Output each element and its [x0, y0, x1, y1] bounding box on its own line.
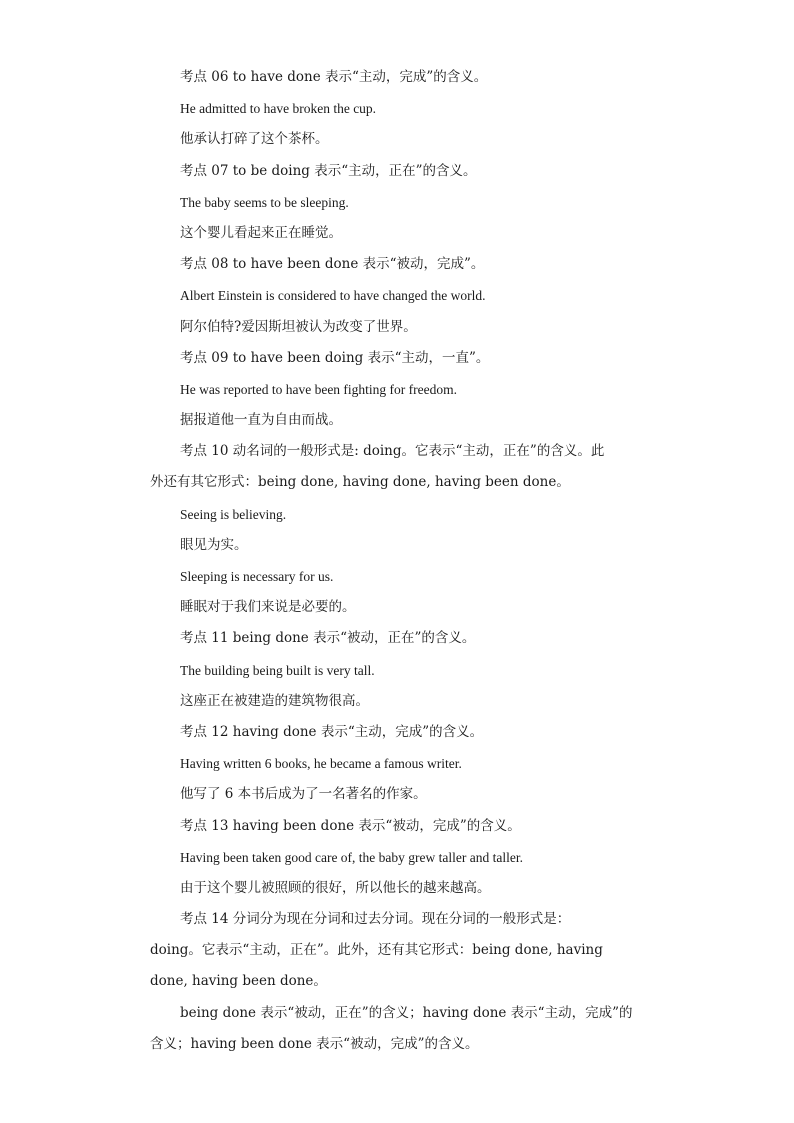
- kaodian-14-heading: 考点 14 分词分为现在分词和过去分词。现在分词的一般形式是：: [180, 911, 571, 928]
- example-sentence-en: The baby seems to be sleeping.: [180, 194, 349, 210]
- example-sentence-en: He was reported to have been fighting for freedom.: [180, 381, 458, 397]
- example-sentence-en: He admitted to have broken the cup.: [180, 101, 377, 117]
- kaodian-10-heading: 考点 10 动名词的一般形式是: doing。它表示“主动，正在”的含义。此: [180, 443, 605, 460]
- kaodian-14-continuation: done, having been done。: [150, 973, 327, 990]
- kaodian-11-heading: 考点 11 being done 表示“被动，正在”的含义。: [180, 630, 476, 647]
- example-sentence-en: Seeing is believing.: [180, 506, 287, 522]
- example-sentence-zh: 眼见为实。: [180, 536, 248, 553]
- example-sentence-zh: 阿尔伯特?爱因斯坦被认为改变了世界。: [180, 318, 417, 335]
- document-body: [150, 62, 645, 1060]
- example-sentence-zh: 据报道他一直为自由而战。: [180, 412, 342, 429]
- example-sentence-zh: 睡眠对于我们来说是必要的。: [180, 599, 356, 616]
- kaodian-14-continuation: doing。它表示“主动，正在”。此外，还有其它形式：being done, having: [150, 942, 603, 959]
- example-sentence-zh: 他承认打碎了这个茶杯。: [180, 131, 329, 148]
- example-sentence-zh: 这座正在被建造的建筑物很高。: [180, 692, 369, 709]
- kaodian-09-heading: 考点 09 to have been doing 表示“主动，一直”。: [180, 349, 490, 366]
- example-sentence-en: Having written 6 books, he became a famous writer.: [180, 756, 462, 772]
- kaodian-08-heading: 考点 08 to have been done 表示“被动，完成”。: [180, 256, 485, 273]
- example-sentence-zh: 由于这个婴儿被照顾的很好，所以他长的越来越高。: [180, 879, 491, 896]
- kaodian-06-heading: 考点 06 to have done 表示“主动，完成”的含义。: [180, 69, 488, 85]
- example-sentence-zh: 这个婴儿看起来正在睡觉。: [180, 224, 342, 241]
- summary-paragraph-continuation: 含义；having been done 表示“被动，完成”的含义。: [150, 1035, 479, 1052]
- example-sentence-en: Having been taken good care of, the baby grew taller and taller.: [180, 849, 523, 865]
- summary-paragraph: being done 表示“被动，正在”的含义；having done 表示“主动，完成”的: [180, 1004, 633, 1021]
- example-sentence-en: Albert Einstein is considered to have changed the world.: [180, 288, 486, 304]
- kaodian-12-heading: 考点 12 having done 表示“主动，完成”的含义。: [180, 723, 484, 740]
- example-sentence-en: Sleeping is necessary for us.: [180, 569, 334, 584]
- kaodian-10-continuation: 外还有其它形式：being done, having done, having been done。: [150, 474, 570, 491]
- kaodian-07-heading: 考点 07 to be doing 表示“主动，正在”的含义。: [180, 162, 477, 179]
- kaodian-13-heading: 考点 13 having been done 表示“被动，完成”的含义。: [180, 817, 521, 834]
- example-sentence-en: The building being built is very tall.: [180, 662, 375, 678]
- example-sentence-zh: 他写了 6 本书后成为了一名著名的作家。: [180, 786, 427, 803]
